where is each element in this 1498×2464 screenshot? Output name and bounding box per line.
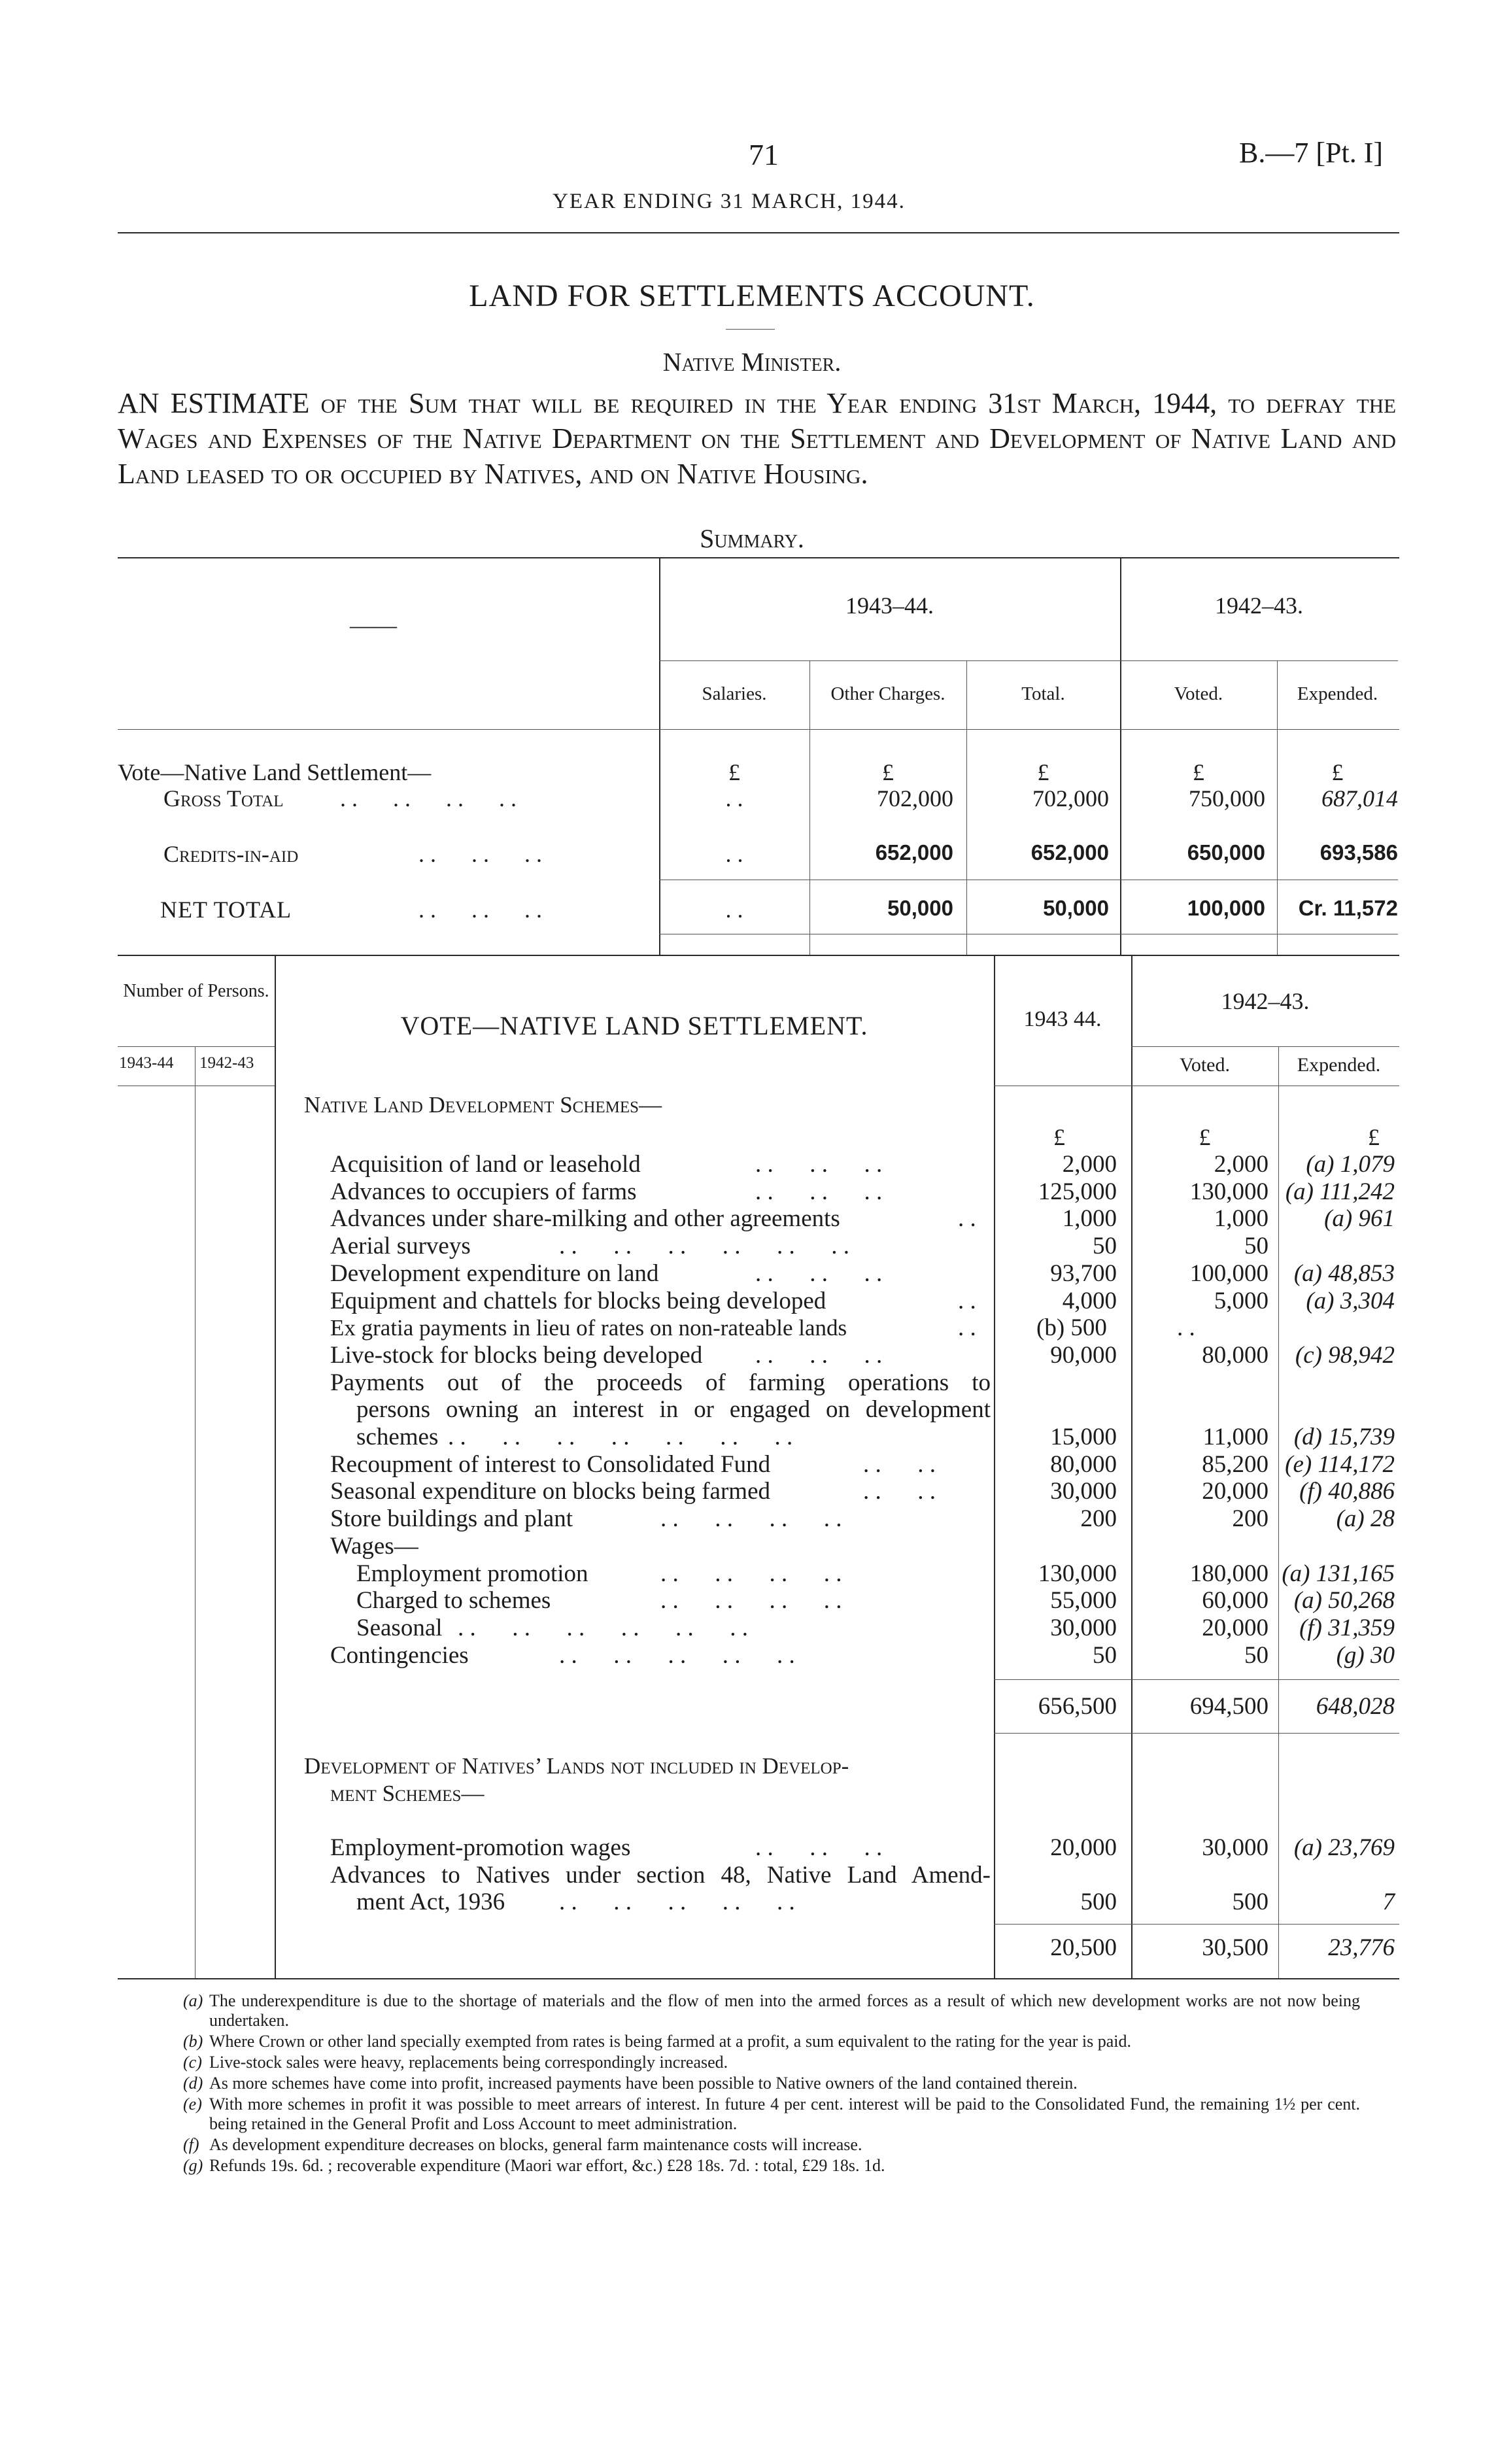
vote-row-recoupment [0,1451,1498,1479]
vote-persons-rule [118,1046,275,1047]
footnote-g [183,2156,1360,2176]
summary-net-voted: 100,000 [1187,896,1265,920]
vote-subtotal1-voted: 694,500 [1189,1693,1268,1720]
footnote-text: As more schemes have come into profit, increased payments have been possible to Native owners of the land contained therein. [209,2074,1078,2093]
vote-currency-voted: £ [1199,1124,1211,1150]
vote-row-expended: (a) 50,268 [1293,1587,1395,1615]
summary-gross-total-label: Gross Total [163,785,284,812]
summary-col-salaries: Salaries. [702,683,767,704]
vote-row-current: 80,000 [1050,1450,1117,1478]
vote-col-current: 1943 44. [1023,1007,1102,1031]
header-rule [118,232,1399,233]
vote-row-dots: . . . . . . [755,1259,883,1287]
vote-row-advances-natives-line2 [0,1889,1498,1916]
summary-gross-expended: 687,014 [1321,785,1398,812]
vote-row-current: 15,000 [1050,1424,1117,1450]
vote-persons-year-previous: 1942-43 [199,1054,254,1072]
summary-net-other: 50,000 [887,896,953,920]
vote-row-current: 200 [1080,1505,1117,1533]
footnote-e [183,2095,1360,2134]
vote-row-voted: 20,000 [1202,1614,1268,1641]
vote-subtotal2-current: 20,500 [1050,1934,1117,1961]
vote-row-payments-line1 [0,1369,1498,1397]
summary-year-current: 1943–44. [845,592,934,619]
vote-row-employment-promotion [0,1560,1498,1588]
vote-row-expended: (g) 30 [1336,1641,1395,1669]
vote-row-label: ment Act, 1936 [356,1889,505,1916]
document-reference: B.—7 [Pt. I] [1239,137,1383,169]
vote-row-label: Wages— [330,1532,418,1560]
vote-col-voted: Voted. [1180,1054,1230,1076]
summary-vote-label: Vote—Native Land Settlement— [118,759,432,785]
vote-row-voted: 130,000 [1189,1178,1268,1205]
vote-persons-year-current: 1943-44 [119,1054,174,1072]
vote-row-label: Charged to schemes [356,1587,551,1615]
vote-row-voted: 1,000 [1214,1205,1268,1233]
vote-title: VOTE—NATIVE LAND SETTLEMENT. [400,1011,868,1040]
footnote-mark: (c) [183,2053,202,2072]
page-number: 71 [749,138,779,171]
summary-col-total: Total. [1021,683,1065,704]
vote-row-dots: . . . . . . . . [660,1560,842,1587]
vote-items [0,1151,1498,1674]
vote-row-share-milking [0,1205,1498,1233]
vote-row-current: 50 [1093,1233,1117,1260]
vote-row-ex-gratia [0,1314,1498,1342]
vote-row-aerial-surveys [0,1233,1498,1260]
summary-bottom-rule [118,955,1399,956]
vote-row-dots: . . . . . . . . . . . . [559,1233,849,1260]
vote-currency-expended: £ [1368,1124,1380,1150]
vote-row-current: 30,000 [1050,1614,1117,1641]
vote-section2-heading-line2: ment Schemes— [330,1781,485,1806]
vote-col-expended: Expended. [1297,1054,1381,1076]
vote-row-label: Live-stock for blocks being developed [330,1341,703,1369]
footnote-text: With more schemes in profit it was possible to meet arrears of interest. In future 4 per cent. interest will be paid to the Consolidated Fund, the remaining 1½ per cent. being retained in the General Profit and Loss Account to meet administration. [209,2095,1360,2133]
summary-net-label: NET TOTAL [160,897,292,923]
vote-row-label: Employment promotion [356,1560,588,1587]
vote-row-expended: 7 [1382,1889,1395,1916]
summary-credits-expended: 693,586 [1319,840,1398,864]
summary-net-dots: . . . . . . [418,897,542,923]
vote-row-current: 55,000 [1050,1587,1117,1615]
footnote-text: The underexpenditure is due to the shortage of materials and the flow of men into the armed forces as a result of which new development works are not now being undertaken. [209,1991,1360,2030]
summary-net-total: 50,000 [1043,896,1109,920]
summary-header-rule [118,729,1399,730]
vote-row-expended: (a) 48,853 [1293,1259,1395,1287]
vote-row-dots: . . [958,1314,976,1342]
summary-year-previous: 1942–43. [1215,592,1303,619]
vote-row-charged-to-schemes [0,1587,1498,1615]
footnote-text: Where Crown or other land specially exempted from rates is being farmed at a profit, a sum equivalent to the rating for the year is paid. [209,2032,1132,2051]
summary-credits-label: Credits-in-aid [163,841,299,867]
vote-row-voted: 11,000 [1202,1424,1268,1450]
vote-row-store-buildings [0,1505,1498,1533]
footnote-text: As development expenditure decreases on blocks, general farm maintenance costs will increase. [209,2135,862,2154]
vote-row-label: Employment-promotion wages [330,1834,631,1861]
vote-section2-heading-line1: Development of Natives’ Lands not included in Develop- [304,1753,849,1779]
vote-row-dots: . . . . . . [755,1834,883,1861]
vote-row-seasonal-wages [0,1615,1498,1642]
vote-row-label: Development expenditure on land [330,1259,659,1287]
vote-row-expended: (f) 40,886 [1299,1478,1395,1505]
vote-row-current: 2,000 [1062,1151,1117,1178]
vote-items2 [0,1834,1498,1919]
vote-row-current: (b) 500 [1036,1314,1107,1342]
vote-row-expended: (a) 28 [1336,1505,1395,1533]
vote-row-development-expenditure [0,1260,1498,1288]
vote-row-voted: 80,000 [1202,1341,1268,1369]
vote-row-expended: (e) 114,172 [1285,1450,1395,1478]
footnote-mark: (a) [183,1991,203,2010]
vote-row-equipment [0,1288,1498,1315]
vote-row-voted: 50 [1244,1233,1268,1260]
vote-row-voted: 30,000 [1202,1834,1268,1861]
vote-row-acquisition [0,1151,1498,1178]
footnote-b [183,2032,1360,2051]
vote-row-current: 93,700 [1050,1259,1117,1287]
vote-row-current: 500 [1080,1889,1117,1916]
vote-row-expended: (a) 23,769 [1293,1834,1395,1861]
vote-row-label: Advances to Natives under section 48, Native Land Amend- [330,1861,991,1889]
vote-row-current: 125,000 [1038,1178,1117,1205]
vote-row-dots: . . . . . . [755,1178,883,1205]
vote-row-expended: (f) 31,359 [1299,1614,1395,1641]
vote-row-dots: . . [958,1205,976,1233]
summary-gross-other: 702,000 [877,785,953,812]
vote-row-expended: (a) 1,079 [1306,1151,1395,1178]
summary-gross-total: 702,000 [1032,785,1109,812]
footnote-mark: (e) [183,2095,202,2113]
vote-row-label: Acquisition of land or leasehold [330,1151,641,1178]
title-rule [726,329,775,330]
summary-currency-voted: £ [1193,759,1204,785]
vote-row-dots: . . . . . . . . . . [559,1641,795,1669]
vote-subtotal2-rule-top [994,1924,1399,1925]
summary-currency-other: £ [882,759,894,785]
footnote-a [183,1991,1360,2030]
vote-row-voted: . . [1177,1314,1195,1342]
vote-row-advances-natives-line1 [0,1862,1498,1889]
estimate-text: of the Sum that will be required in the Year ending 31st March, 1944, to defray the Wages and Expenses of the Native Department on the Settlement and Development of Native Land and Land leased to or occupied by Natives, and on Native Housing. [118,387,1397,490]
vote-row-label: Ex gratia payments in lieu of rates on non-rateable lands [330,1315,847,1341]
vote-previous-rule [1131,1046,1399,1047]
vote-currency-current: £ [1053,1124,1065,1150]
vote-row-dots: . . . . . . . . . . [559,1889,795,1916]
footnote-text: Refunds 19s. 6d. ; recoverable expenditure (Maori war effort, &c.) £28 18s. 7d. : total, £29 18s. 1d. [209,2156,885,2175]
footnote-mark: (d) [183,2074,203,2093]
vote-row-voted: 85,200 [1202,1450,1268,1478]
vote-subtotal1-rule-top [994,1679,1399,1680]
summary-currency-total: £ [1037,759,1049,785]
vote-row-expended: (a) 961 [1324,1205,1395,1233]
vote-row-voted: 50 [1244,1641,1268,1669]
summary-col-voted: Voted. [1174,683,1223,704]
footnote-mark: (g) [183,2156,203,2175]
summary-gross-salaries: . . [725,785,743,812]
vote-row-live-stock [0,1342,1498,1369]
vote-row-label: Seasonal [356,1614,443,1641]
vote-row-label: persons owning an interest in or engaged on development [356,1396,991,1424]
vote-row-label: Store buildings and plant [330,1505,573,1533]
vote-row-current: 1,000 [1062,1205,1117,1233]
summary-credits-salaries: . . [725,841,743,867]
vote-row-dots: . . . . [863,1478,936,1505]
footnote-mark: (f) [183,2135,199,2154]
vote-row-expended: (c) 98,942 [1295,1341,1395,1369]
vote-row-dots: . . . . . . . . . . . . . . [448,1424,793,1450]
vote-row-current: 4,000 [1062,1287,1117,1314]
vote-row-dots: . . . . . . . . [660,1505,842,1533]
vote-row-current: 50 [1093,1641,1117,1669]
summary-currency-expended: £ [1331,759,1344,785]
summary-gross-dots: . . . . . . . . [340,785,517,812]
vote-row-label: Payments out of the proceeds of farming operations to [330,1369,991,1396]
estimate-intro [118,386,1396,492]
vote-row-voted: 100,000 [1189,1259,1268,1287]
vote-row-current: 90,000 [1050,1341,1117,1369]
vote-row-label: Equipment and chattels for blocks being developed [330,1287,826,1314]
footnote-text: Live-stock sales were heavy, replacements being correspondingly increased. [209,2053,728,2072]
vote-row-current: 130,000 [1038,1560,1117,1587]
vote-row-voted: 500 [1232,1889,1268,1916]
footnote-f [183,2135,1360,2155]
vote-row-payments-line3 [0,1424,1498,1451]
vote-bottom-rule [118,1978,1399,1979]
vote-row-dots: . . [958,1287,976,1314]
vote-row-seasonal-expenditure [0,1478,1498,1505]
vote-row-label: Seasonal expenditure on blocks being farmed [330,1478,770,1505]
vote-row-voted: 200 [1232,1505,1268,1533]
summary-currency-salaries: £ [728,759,740,785]
summary-credits-dots: . . . . . . [418,841,542,867]
vote-subtotal2-expended: 23,776 [1328,1934,1395,1961]
estimate-lead: AN ESTIMATE [118,387,310,419]
vote-row-dots: . . . . . . [755,1151,883,1178]
summary-dash: —— [350,612,397,638]
vote-row-employment-promotion-wages [0,1834,1498,1862]
vote-row-expended: (a) 3,304 [1306,1287,1395,1314]
page-title: LAND FOR SETTLEMENTS ACCOUNT. [469,279,1035,313]
footnote-mark: (b) [183,2032,203,2051]
vote-subtotal2-voted: 30,500 [1202,1934,1268,1961]
vote-row-current: 30,000 [1050,1478,1117,1505]
summary-gross-voted: 750,000 [1189,785,1265,812]
vote-section1-heading: Native Land Development Schemes— [304,1092,662,1118]
vote-row-label: Aerial surveys [330,1233,471,1260]
summary-top-rule [118,557,1399,558]
vote-subtotal1-expended: 648,028 [1316,1693,1395,1720]
footnotes [183,1991,1360,2177]
vote-row-voted: 180,000 [1189,1560,1268,1587]
summary-credits-total: 652,000 [1030,840,1109,864]
vote-row-voted: 60,000 [1202,1587,1268,1615]
summary-credits-voted: 650,000 [1187,840,1265,864]
footnote-d [183,2074,1360,2093]
vote-row-expended: (a) 131,165 [1282,1560,1395,1587]
summary-heading: Summary. [700,524,804,553]
summary-credits-other: 652,000 [875,840,953,864]
vote-row-label: Advances to occupiers of farms [330,1178,637,1205]
year-line: YEAR ENDING 31 MARCH, 1944. [553,190,906,213]
vote-row-payments-line2 [0,1396,1498,1424]
vote-row-label: Recoupment of interest to Consolidated Fund [330,1450,771,1478]
vote-row-current: 20,000 [1050,1834,1117,1861]
vote-row-dots: . . . . . . . . [660,1587,842,1615]
vote-row-label: Contingencies [330,1641,469,1669]
vote-row-wages-heading [0,1533,1498,1560]
vote-section2-heading [304,1753,849,1807]
vote-row-dots: . . . . . . [755,1341,883,1369]
vote-row-expended: (d) 15,739 [1293,1424,1395,1450]
vote-subtotal1-current: 656,500 [1038,1693,1117,1720]
vote-row-dots: . . . . . . . . . . . . [458,1614,748,1641]
vote-row-voted: 2,000 [1214,1151,1268,1178]
vote-row-contingencies [0,1642,1498,1669]
vote-col-previous: 1942–43. [1221,988,1310,1014]
summary-net-salaries: . . [725,897,743,923]
footnote-c [183,2053,1360,2072]
vote-row-advances-occupiers [0,1178,1498,1206]
summary-col-expended: Expended. [1297,683,1378,704]
vote-row-voted: 20,000 [1202,1478,1268,1505]
vote-row-dots: . . . . [863,1450,936,1478]
vote-subtotal1-rule-bottom [994,1733,1399,1734]
vote-row-voted: 5,000 [1214,1287,1268,1314]
vote-row-label: schemes [356,1424,439,1450]
vote-persons-header: Number of Persons. [123,981,269,1001]
summary-net-expended: Cr. 11,572 [1298,896,1398,920]
vote-row-label: Advances under share-milking and other agreements [330,1205,840,1233]
summary-col-other-charges: Other Charges. [830,683,945,704]
vote-row-expended: (a) 111,242 [1285,1178,1395,1205]
minister-line: Native Minister. [662,347,842,377]
summary-year-rule [659,660,1398,661]
